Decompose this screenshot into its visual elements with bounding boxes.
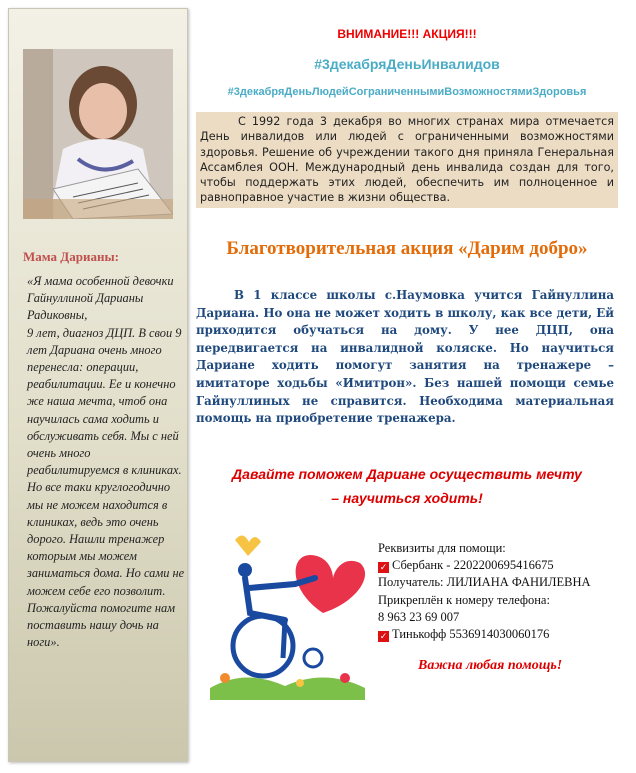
child-photo — [23, 49, 173, 219]
intro-paragraph: С 1992 года 3 декабря во многих странах мира отмечается День инвалидов или людей с ограниченными возможностями здоровья. Решение об учреждении такого дня приняла Генеральная Ассамблея ООН. Международный день инвалида создан для того, чтобы поддержать этих людей, обеспечить им полноценное и равноправное участие в жизни общества. — [196, 112, 618, 208]
closing-slogan: Важна любая помощь! — [418, 658, 563, 673]
mother-heading: Мама Дарианы: — [23, 249, 119, 264]
mother-quote: «Я мама особенной девочки Гайнуллиной Дарианы Радиковны, 9 лет, диагноз ДЦП. В свои 9 лет Дариана очень много перенесла: операции, реабилитации. Ее и конечно же наша мечта, чтоб она научилась сама ходить и обслуживать себя. Мы с ней очень много реабилитируемся в клиниках. Но все таки круглогодично мы не можем находится в клиниках, ведь это очень дорого. Нашли тренажер которым мы можем заниматься дома. Но сами не можем себе его позволит. Пожалуйста помогите нам поставить нашу дочь на ноги». — [27, 274, 185, 650]
recipient: Получатель: ЛИЛИАНА ФАНИЛЕВНА — [378, 575, 591, 590]
butterfly-icon — [235, 535, 261, 556]
phone-label: Прикреплён к номеру телефона: — [378, 592, 550, 607]
appeal — [196, 462, 618, 510]
heart-icon — [296, 555, 365, 613]
appeal-line-2: – научиться ходить! — [331, 490, 483, 506]
wheelchair-heart-illustration — [205, 528, 373, 700]
hashtag-disability-day: #3декабряДеньИнвалидов — [314, 56, 500, 72]
phone-number: 8 963 23 69 007 — [378, 609, 460, 624]
appeal-line-1: Давайте поможем Дариане осуществить мечту — [232, 466, 582, 482]
alert-title: ВНИМАНИЕ!!! АКЦИЯ!!! — [337, 27, 477, 41]
mother-quote-panel — [8, 8, 188, 762]
hashtag-limited-abilities: #3декабряДеньЛюдейСограниченнымиВозможностямиЗдоровья — [227, 86, 587, 98]
story-paragraph: В 1 классе школы с.Наумовка учится Гайнуллина Дариана. Но она не может ходить в школу, как все дети, Ей приходится обучаться на дому. У нее ДЦП, она передвигается на инвалидной коляске. Но научиться Дариане ходить помогут занятия на тренажере – имитаторе ходьбы «Имитрон». Без нашей помощи семье Гайнуллиных не справится. Необходима материальная помощь на приобретение тренажера. — [196, 288, 614, 426]
sberbank-card: Сбербанк - 2202200695416675 — [392, 558, 554, 573]
checkbox-icon: ✓ — [379, 631, 388, 642]
payment-requisites — [378, 540, 591, 643]
tinkoff-card: Тинькофф 5536914030060176 — [392, 627, 550, 642]
requisites-title: Реквизиты для помощи: — [378, 541, 506, 555]
checkbox-icon: ✓ — [379, 562, 388, 573]
action-title: Благотворительная акция «Дарим добро» — [226, 238, 588, 259]
